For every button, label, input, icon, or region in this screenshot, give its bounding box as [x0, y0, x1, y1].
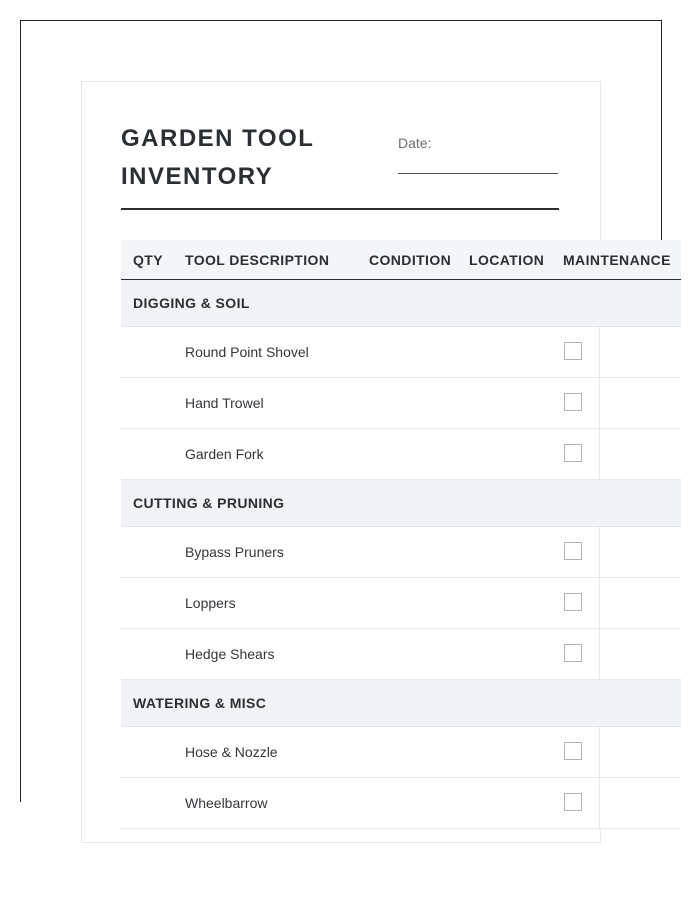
tool-description: Round Point Shovel	[185, 344, 309, 360]
column-divider	[599, 527, 600, 577]
section-cutting-pruning	[121, 480, 681, 527]
tool-description: Wheelbarrow	[185, 795, 268, 811]
column-divider	[599, 429, 600, 479]
maintenance-checkbox[interactable]	[564, 542, 582, 560]
column-divider	[599, 578, 600, 628]
section-digging-soil	[121, 280, 681, 327]
tool-description: Garden Fork	[185, 446, 264, 462]
maintenance-checkbox[interactable]	[564, 342, 582, 360]
table-row	[121, 378, 681, 429]
date-field-line[interactable]	[398, 173, 558, 174]
content-clip	[20, 20, 671, 811]
tool-description: Hose & Nozzle	[185, 744, 278, 760]
column-header-location: LOCATION	[469, 252, 545, 268]
section-title: WATERING & MISC	[133, 695, 267, 711]
column-header-condition: CONDITION	[369, 252, 452, 268]
maintenance-checkbox[interactable]	[564, 793, 582, 811]
section-watering-misc	[121, 680, 681, 727]
maintenance-checkbox[interactable]	[564, 593, 582, 611]
maintenance-checkbox[interactable]	[564, 742, 582, 760]
maintenance-checkbox[interactable]	[564, 444, 582, 462]
table-row	[121, 778, 681, 829]
inventory-document	[121, 80, 681, 811]
section-title: CUTTING & PRUNING	[133, 495, 285, 511]
title-divider	[121, 208, 559, 210]
column-header-description: TOOL DESCRIPTION	[185, 252, 330, 268]
inventory-table	[121, 240, 681, 829]
table-row	[121, 629, 681, 680]
column-divider	[599, 778, 600, 828]
table-row	[121, 429, 681, 480]
maintenance-checkbox[interactable]	[564, 644, 582, 662]
column-header-maintenance: MAINTENANCE	[563, 252, 671, 268]
table-row	[121, 727, 681, 778]
tool-description: Loppers	[185, 595, 236, 611]
tool-description: Hedge Shears	[185, 646, 275, 662]
tool-description: Hand Trowel	[185, 395, 264, 411]
table-row	[121, 527, 681, 578]
column-header-qty: QTY	[133, 252, 163, 268]
page-title: GARDEN TOOL INVENTORY	[121, 125, 314, 190]
column-divider	[599, 378, 600, 428]
section-title: DIGGING & SOIL	[133, 295, 250, 311]
table-header	[121, 240, 681, 280]
table-row	[121, 578, 681, 629]
tool-description: Bypass Pruners	[185, 544, 284, 560]
column-divider	[599, 327, 600, 377]
column-divider	[599, 727, 600, 777]
date-label: Date:	[398, 135, 432, 151]
column-divider	[599, 629, 600, 679]
table-row	[121, 327, 681, 378]
maintenance-checkbox[interactable]	[564, 393, 582, 411]
